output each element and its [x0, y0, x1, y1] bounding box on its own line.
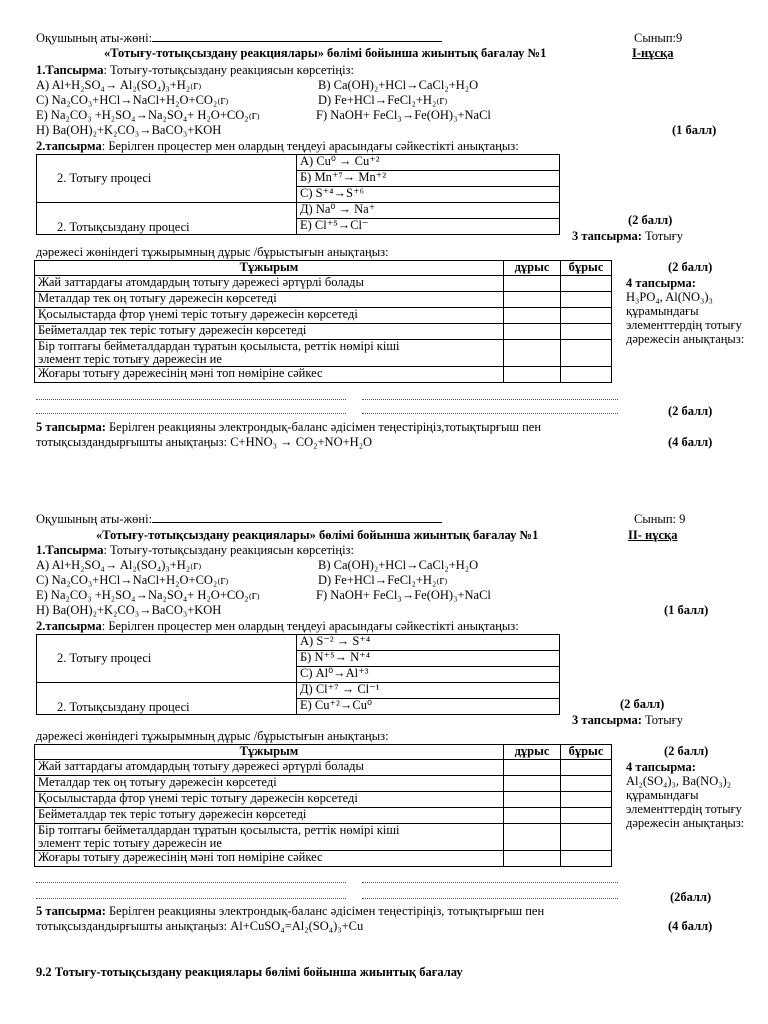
- task1-score: (1 балл): [672, 123, 717, 137]
- false-cell[interactable]: [561, 824, 612, 851]
- task3-text: дәрежесі жөніндегі тұжырымның дұрыс /бұрыстығын анықтаңыз:: [36, 729, 389, 743]
- answer-line[interactable]: [36, 898, 346, 899]
- task2-heading: 2.тапсырма: Берілген процестер мен олардың теңдеуі арасындағы сәйкестікті анықтаңыз:: [36, 139, 519, 153]
- statement-row: Жоғары тотығу дәрежесінің мәні топ нөміріне сәйкес: [35, 851, 504, 867]
- grade-label: Сынып:9: [634, 31, 683, 45]
- statement-row: Жай заттардағы атомдардың тотығу дәрежесі әртүрлі болады: [35, 760, 504, 776]
- task4-block: 4 тапсырма: H₃PO₄, Al(NO₃)₃ құрамындағы элементтердің тотығу дәрежесін анықтаңыз:: [626, 276, 745, 346]
- process-oxidation: 2. Тотығу процесі: [37, 155, 297, 203]
- statement-row: Металдар тек оң тотығу дәрежесін көрсетеді: [35, 776, 504, 792]
- true-cell[interactable]: [504, 292, 561, 308]
- process-reduction: 2. Тотықсыздану процесі: [37, 683, 297, 715]
- task4-score: (2 балл): [668, 404, 713, 418]
- false-cell[interactable]: [561, 308, 612, 324]
- col-statement: Тұжырым: [35, 745, 504, 760]
- task3-heading: 3 тапсырма: Тотығу: [572, 713, 684, 727]
- process-b: Б) N⁺⁵→ N⁺⁴: [297, 651, 560, 667]
- task4-block: 4 тапсырма: Al₂(SO₄)₃, Ba(NO₃)₂ құрамындағы элементтердің тотығу дәрежесін анықтаңыз:: [626, 760, 745, 830]
- true-cell[interactable]: [504, 851, 561, 867]
- task1-option-d: D) Fe+HCl→FeCl₂+H₂₍г₎: [318, 573, 448, 587]
- false-cell[interactable]: [561, 340, 612, 367]
- process-c: С) S⁺⁴→S⁺⁶: [297, 187, 560, 203]
- col-true: дұрыс: [504, 745, 561, 760]
- false-cell[interactable]: [561, 792, 612, 808]
- task1-heading: 1.Тапсырма: Тотығу-тотықсыздану реакциясын көрсетіңіз:: [36, 543, 354, 557]
- true-cell[interactable]: [504, 276, 561, 292]
- true-cell[interactable]: [504, 308, 561, 324]
- process-table: [36, 634, 560, 715]
- task1-option-b: B) Ca(OH)₂+HCl→CaCl₂+H₂O: [318, 558, 479, 572]
- task1-option-e: E) Na₂CO₃ +H₂SO₄→Na₂SO₄+ H₂O+CO₂₍г₎: [36, 108, 260, 122]
- false-cell[interactable]: [561, 851, 612, 867]
- statements-table: [34, 260, 612, 383]
- col-false: бұрыс: [561, 261, 612, 276]
- task1-option-h: H) Ba(OH)₂+K₂CO₃→BaCO₃+KOH: [36, 603, 222, 617]
- process-reduction: 2. Тотықсыздану процесі: [37, 203, 297, 235]
- false-cell[interactable]: [561, 776, 612, 792]
- statement-row: Қосылыстарда фтор үнемі теріс тотығу дәрежесін көрсетеді: [35, 792, 504, 808]
- task1-option-b: B) Ca(OH)₂+HCl→CaCl₂+H₂O: [318, 78, 479, 92]
- task2-heading: 2.тапсырма: Берілген процестер мен олардың теңдеуі арасындағы сәйкестікті анықтаңыз:: [36, 619, 519, 633]
- statement-row: Металдар тек оң тотығу дәрежесін көрсетеді: [35, 292, 504, 308]
- answer-line[interactable]: [362, 882, 618, 883]
- statements-table: [34, 744, 612, 867]
- statement-row: Бір топтағы бейметалдардан тұратын қосылыста, реттік нөмірі кіші элемент теріс тотығу дәрежесін ие: [35, 824, 504, 851]
- process-d: Д) Na⁰ → Na⁺: [297, 203, 560, 219]
- statement-row: Жай заттардағы атомдардың тотығу дәрежесі әртүрлі болады: [35, 276, 504, 292]
- task3-heading: 3 тапсырма: Тотығу: [572, 229, 684, 243]
- variant-label: II- нұсқа: [628, 528, 678, 542]
- task5-text: 5 тапсырма: Берілген реакцияны электрондық-баланс әдісімен теңестіріңіз,тотықтырғыш пен: [36, 420, 542, 434]
- task4-score: (2балл): [670, 890, 712, 904]
- process-a: А) Cu⁰ → Cu⁺²: [297, 155, 560, 171]
- task1-heading: 1.Тапсырма: Тотығу-тотықсыздану реакциясын көрсетіңіз:: [36, 63, 354, 77]
- task1-option-h: H) Ba(OH)₂+K₂CO₃→BaCO₃+KOH: [36, 123, 222, 137]
- task1-option-f: F) NaOH+ FeCl₃→Fe(OH)₃+NaCl: [316, 108, 491, 122]
- task5-score: (4 балл): [668, 435, 713, 449]
- page-title: «Тотығу-тотықсыздану реакциялары» бөлімі бойынша жиынтық бағалау №1: [96, 528, 539, 542]
- statement-row: Бейметалдар тек теріс тотығу дәрежесін көрсетеді: [35, 808, 504, 824]
- task1-option-c: C) Na₂CO₃+HCl→NaCl+H₂O+CO₂₍г₎: [36, 93, 229, 107]
- task2-score: (2 балл): [628, 213, 673, 227]
- statement-row: Қосылыстарда фтор үнемі теріс тотығу дәрежесін көрсетеді: [35, 308, 504, 324]
- process-e: Е) Cl⁺⁵→Cl⁻: [297, 219, 560, 235]
- task5-score: (4 балл): [668, 919, 713, 933]
- answer-line[interactable]: [362, 399, 618, 400]
- col-statement: Тұжырым: [35, 261, 504, 276]
- answer-line[interactable]: [36, 882, 346, 883]
- task5-equation: тотықсыздандырғышты анықтаңыз: C+HNO₃ → CO₂+NO+H₂O: [36, 435, 373, 449]
- false-cell[interactable]: [561, 367, 612, 383]
- true-cell[interactable]: [504, 340, 561, 367]
- statement-row: Бейметалдар тек теріс тотығу дәрежесін көрсетеді: [35, 324, 504, 340]
- answer-line[interactable]: [362, 413, 618, 414]
- false-cell[interactable]: [561, 324, 612, 340]
- false-cell[interactable]: [561, 276, 612, 292]
- col-true: дұрыс: [504, 261, 561, 276]
- task3-text: дәрежесі жөніндегі тұжырымның дұрыс /бұрыстығын анықтаңыз:: [36, 245, 389, 259]
- statement-row: Бір топтағы бейметалдардан тұратын қосылыста, реттік нөмірі кіші элемент теріс тотығу дәрежесін ие: [35, 340, 504, 367]
- answer-line[interactable]: [36, 413, 346, 414]
- true-cell[interactable]: [504, 760, 561, 776]
- col-false: бұрыс: [561, 745, 612, 760]
- true-cell[interactable]: [504, 824, 561, 851]
- task1-option-f: F) NaOH+ FeCl₃→Fe(OH)₃+NaCl: [316, 588, 491, 602]
- page-title: «Тотығу-тотықсыздану реакциялары» бөлімі бойынша жиынтық бағалау №1: [104, 46, 547, 60]
- task1-option-a: A) Al+H₂SO₄→ Al₂(SO₄)₃+H₂₍г₎: [36, 78, 202, 92]
- task1-option-a: A) Al+H₂SO₄→ Al₂(SO₄)₃+H₂₍г₎: [36, 558, 202, 572]
- true-cell[interactable]: [504, 776, 561, 792]
- footer-heading: 9.2 Тотығу-тотықсыздану реакциялары бөлімі бойынша жиынтық бағалау: [36, 965, 463, 979]
- process-oxidation: 2. Тотығу процесі: [37, 635, 297, 683]
- task5-text: 5 тапсырма: Берілген реакцияны электрондық-баланс әдісімен теңестіріңіз, тотықтырғыш пен: [36, 904, 545, 918]
- process-d: Д) Cl⁺⁷ → Cl⁻¹: [297, 683, 560, 699]
- false-cell[interactable]: [561, 292, 612, 308]
- false-cell[interactable]: [561, 808, 612, 824]
- process-e: Е) Cu⁺²→Cu⁰: [297, 699, 560, 715]
- task5-equation: тотықсыздандырғышты анықтаңыз: Al+CuSO₄=Al₂(SO₄)₃+Cu: [36, 919, 364, 933]
- process-b: Б) Mn⁺⁷→ Mn⁺²: [297, 171, 560, 187]
- task3-score: (2 балл): [668, 260, 713, 274]
- student-name-line[interactable]: [152, 522, 442, 523]
- true-cell[interactable]: [504, 808, 561, 824]
- process-c: С) Al⁰→Al⁺³: [297, 667, 560, 683]
- task1-score: (1 балл): [664, 603, 709, 617]
- true-cell[interactable]: [504, 367, 561, 383]
- student-name-label: Оқушының аты-жөні:: [36, 31, 442, 45]
- answer-line[interactable]: [362, 898, 618, 899]
- statement-row: Жоғары тотығу дәрежесінің мәні топ нөміріне сәйкес: [35, 367, 504, 383]
- grade-label: Сынып: 9: [634, 512, 686, 526]
- process-a: А) S⁻² → S⁺⁴: [297, 635, 560, 651]
- false-cell[interactable]: [561, 760, 612, 776]
- task1-option-e: E) Na₂CO₃ +H₂SO₄→Na₂SO₄+ H₂O+CO₂₍г₎: [36, 588, 260, 602]
- task2-score: (2 балл): [620, 697, 665, 711]
- student-name-label: Оқушының аты-жөні:: [36, 512, 442, 526]
- true-cell[interactable]: [504, 324, 561, 340]
- answer-line[interactable]: [36, 399, 346, 400]
- task3-score: (2 балл): [664, 744, 709, 758]
- true-cell[interactable]: [504, 792, 561, 808]
- task1-option-d: D) Fe+HCl→FeCl₂+H₂₍г₎: [318, 93, 448, 107]
- task1-option-c: C) Na₂CO₃+HCl→NaCl+H₂O+CO₂₍г₎: [36, 573, 229, 587]
- variant-label: I-нұсқа: [632, 46, 674, 60]
- process-table: [36, 154, 560, 235]
- student-name-line[interactable]: [152, 41, 442, 42]
